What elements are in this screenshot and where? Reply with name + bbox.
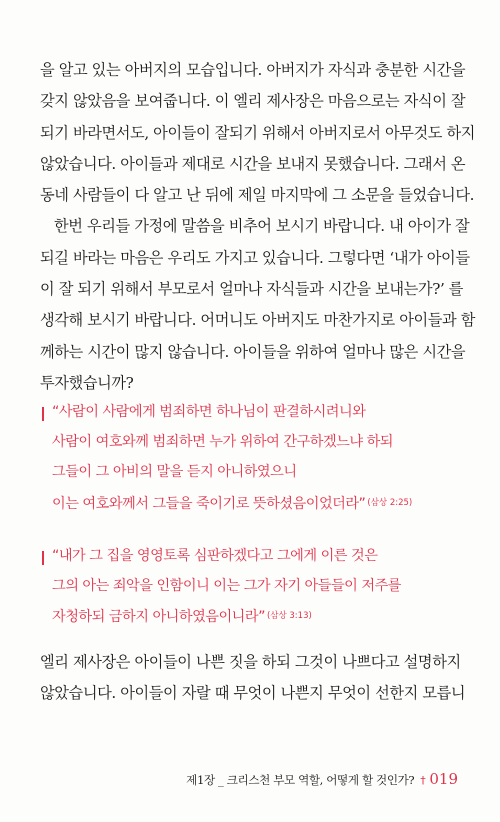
page-number: 019	[429, 770, 458, 788]
scripture-quote-2	[52, 541, 472, 632]
text-line: 한번 우리들 가정에 말씀을 비추어 보시기 바랍니다. 내 아이가 잘	[54, 217, 470, 236]
quote-text: 자청하되 금하지 아니하였음이니라”	[52, 609, 265, 626]
quote-line: 그들이 그 아비의 말을 듣지 아니하였으니	[52, 464, 297, 481]
quote-line: “내가 그 집을 영영토록 심판하겠다고 그에게 이른 것은	[52, 548, 378, 564]
cross-icon: †	[420, 774, 426, 787]
text-line: 을 알고 있는 아버지의 모습입니다. 아버지가 자식과 충분한 시간을	[40, 61, 466, 79]
text-line: 않았습니다. 아이들과 제대로 시간을 보내지 못했습니다. 그래서 온	[40, 154, 466, 173]
quote-line-last	[52, 601, 472, 631]
quote-line: “사람이 사람에게 범죄하면 하나님이 판결하시려니와	[52, 404, 366, 420]
quote-reference: (삼상 3:13)	[266, 611, 312, 622]
text-line: 되길 바라는 마음은 우리도 가지고 있습니다. 그렇다면 ‘내가 아이들	[40, 248, 470, 267]
text-line: 동네 사람들이 다 알고 난 뒤에 제일 마지막에 그 소문을 들었습니다.	[40, 186, 475, 205]
text-line: 께하는 시간이 많지 않습니다. 아이들을 위하여 얼마나 많은 시간을	[40, 342, 466, 361]
chapter-title: 제1장 _ 크리스천 부모 역할, 어떻게 할 것인가?	[186, 773, 415, 787]
body-paragraph-top	[40, 55, 476, 399]
text-line: 엘리 제사장은 아이들이 나쁜 짓을 하되 그것이 나쁘다고 설명하지	[40, 653, 461, 671]
quote-reference: (삼상 2:25)	[367, 497, 413, 508]
text-line: 갖지 않았음을 보여줍니다. 이 엘리 제사장은 마음으로는 자식이 잘	[40, 92, 466, 111]
text-line: 되기 바라면서도, 아이들이 잘되기 위해서 아버지로서 아무것도 하지	[40, 123, 476, 142]
quote-bar-icon	[42, 407, 44, 421]
text-line: 투자했습니까?	[40, 373, 134, 392]
quote-line: 그의 아는 죄악을 인함이니 이는 그가 자기 아들들이 저주를	[52, 578, 402, 595]
quote-line: 사람이 여호와께 범죄하면 누가 위하여 간구하겠느냐 하되	[52, 434, 393, 451]
scripture-quote-1	[52, 397, 472, 518]
quote-line-last	[52, 488, 472, 518]
quote-bar-icon	[42, 551, 44, 565]
page-footer	[186, 770, 458, 788]
text-line: 생각해 보시기 바랍니다. 어머니도 아버지도 마찬가지로 아이들과 함	[40, 311, 476, 330]
body-paragraph-bottom	[40, 647, 464, 710]
text-line: 이 잘 되기 위해서 부모로서 얼마나 자식들과 시간을 보내는가?’ 를	[40, 280, 464, 299]
text-line: 않았습니다. 아이들이 자랄 때 무엇이 나쁜지 무엇이 선한지 모릅니	[40, 684, 466, 703]
quote-text: 이는 여호와께서 그들을 죽이기로 뜻하셨음이었더라”	[52, 495, 366, 512]
